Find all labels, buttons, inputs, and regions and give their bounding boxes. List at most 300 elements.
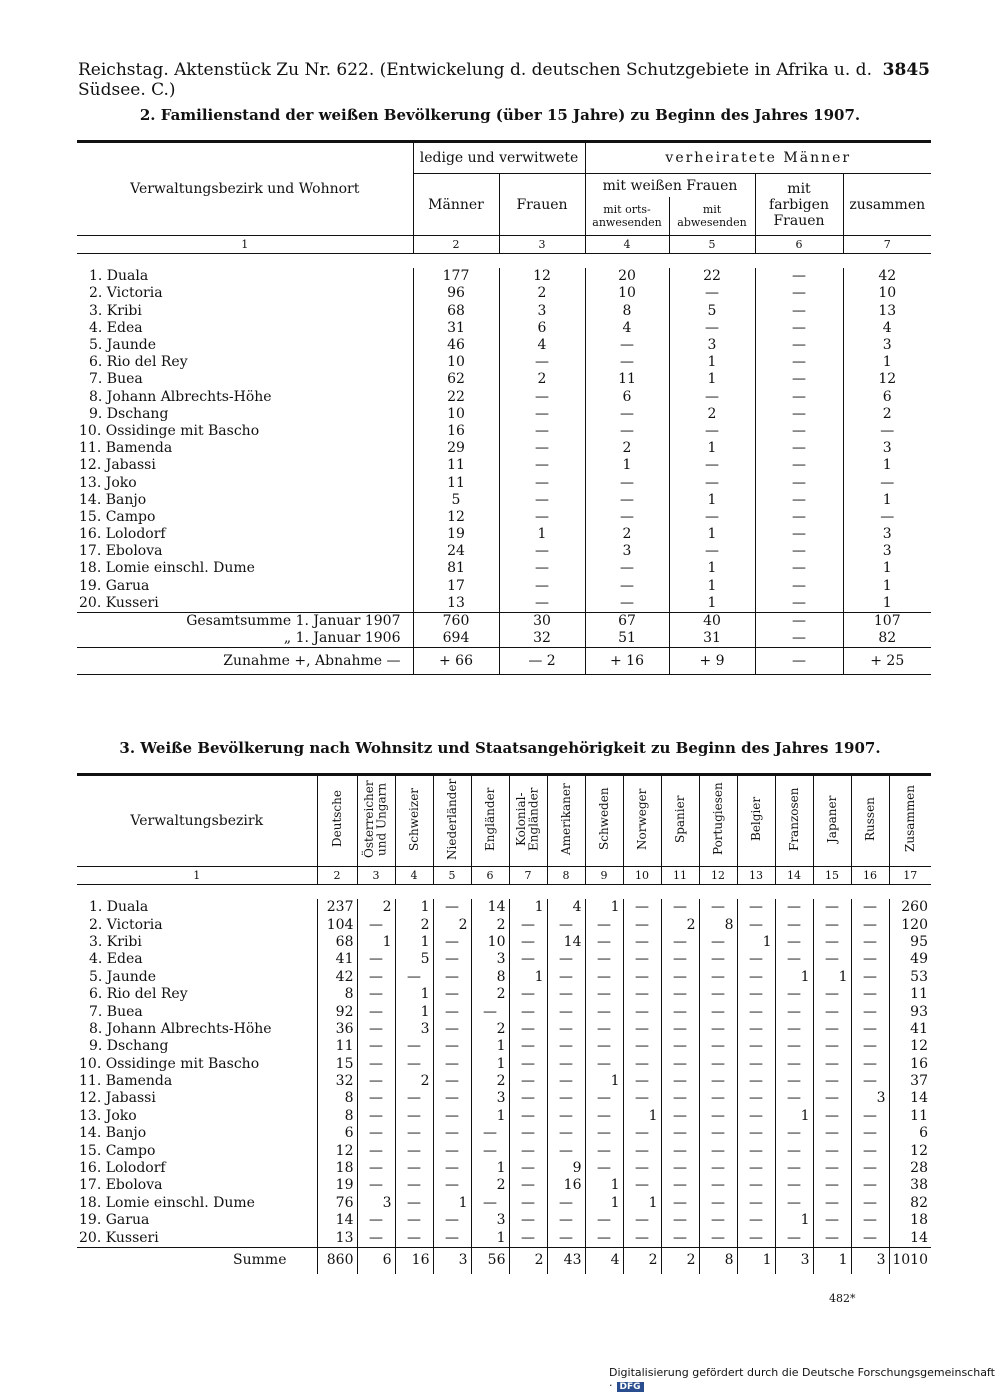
value-cell: — xyxy=(585,1021,623,1038)
district-name: 6. Rio del Rey xyxy=(89,986,188,1003)
value-cell: 16 xyxy=(395,1247,433,1274)
value-cell: — xyxy=(433,1073,471,1090)
value-cell: — xyxy=(585,354,669,371)
value-cell: — xyxy=(699,1160,737,1177)
value-cell: 2 xyxy=(623,1247,661,1274)
nationality-header xyxy=(737,775,775,867)
table-row xyxy=(77,492,931,509)
value-cell: — xyxy=(585,1229,623,1247)
district-name: 8. Johann Albrechts-Höhe xyxy=(89,1020,272,1037)
value-cell: — xyxy=(843,423,931,440)
value-cell: 8 xyxy=(317,986,357,1003)
value-cell: — xyxy=(585,969,623,986)
value-cell: — xyxy=(395,1108,433,1125)
value-cell: — xyxy=(737,969,775,986)
value-cell: — xyxy=(585,1090,623,1107)
h-total: zusammen xyxy=(843,174,931,236)
value-cell: 1 xyxy=(669,560,755,577)
district-label: 10. Ossidinge mit Bascho xyxy=(79,422,260,439)
value-cell: 14 xyxy=(471,899,509,916)
value-cell: — xyxy=(661,1177,699,1194)
value-cell: 2 xyxy=(471,1073,509,1090)
value-cell: — xyxy=(851,1125,889,1142)
value-cell: — xyxy=(357,1056,395,1073)
value-cell: — xyxy=(661,1108,699,1125)
value-cell: — xyxy=(499,406,585,423)
value-cell: 12 xyxy=(499,268,585,285)
nationality-table xyxy=(77,773,931,1274)
value-cell: — xyxy=(699,1195,737,1212)
value-cell: — xyxy=(813,1160,851,1177)
value-cell: — xyxy=(395,1038,433,1055)
value-cell: — xyxy=(851,986,889,1003)
value-cell: — xyxy=(623,969,661,986)
value-cell: 1 xyxy=(737,934,775,951)
value-cell: 1 xyxy=(585,1177,623,1194)
table-row xyxy=(77,1142,931,1159)
district-name: 14. Banjo xyxy=(79,1125,147,1142)
nationality-header xyxy=(395,775,433,867)
district-label: Gesamtsumme 1. Januar 1907 xyxy=(186,613,401,630)
value-cell: 1 xyxy=(585,899,623,916)
table-row xyxy=(77,526,931,543)
value-cell: 2 xyxy=(433,916,471,933)
value-cell: — xyxy=(547,1125,585,1142)
district-name: 11. Bamenda xyxy=(79,1073,173,1090)
value-cell: 14 xyxy=(889,1090,931,1107)
nationality-label: Franzosen xyxy=(786,787,801,851)
value-cell: — xyxy=(843,509,931,526)
value-cell: 1 xyxy=(471,1160,509,1177)
value-cell: — xyxy=(669,389,755,406)
district-name xyxy=(77,440,413,457)
value-cell: 14 xyxy=(317,1212,357,1229)
value-cell: 29 xyxy=(413,440,499,457)
value-cell: — xyxy=(851,899,889,916)
value-cell: — xyxy=(737,1038,775,1055)
value-cell: — xyxy=(585,406,669,423)
column-number: 1 xyxy=(77,236,413,254)
value-cell: — xyxy=(851,1108,889,1125)
value-cell: — xyxy=(813,1108,851,1125)
value-cell: — xyxy=(585,1125,623,1142)
value-cell: 1 xyxy=(669,371,755,388)
value-cell: — xyxy=(623,1125,661,1142)
value-cell: 1 xyxy=(843,354,931,371)
value-cell: — xyxy=(699,1021,737,1038)
table-row xyxy=(77,457,931,474)
nationality-label: Kolonial- Engländer xyxy=(514,787,541,851)
value-cell: 1 xyxy=(585,1073,623,1090)
district-name: 17. Ebolova xyxy=(79,1177,163,1194)
value-cell: 3 xyxy=(843,440,931,457)
value-cell: — xyxy=(813,934,851,951)
table-row xyxy=(77,474,931,491)
nationality-label: Engländer xyxy=(482,787,497,851)
value-cell: — xyxy=(509,934,547,951)
district-name xyxy=(77,268,413,285)
value-cell: — xyxy=(775,1056,813,1073)
value-cell: — xyxy=(395,1142,433,1159)
table-row xyxy=(77,934,931,951)
value-cell: 4 xyxy=(547,899,585,916)
value-cell: 46 xyxy=(413,337,499,354)
column-number: 12 xyxy=(699,867,737,885)
value-cell: — xyxy=(669,423,755,440)
nationality-label: Norweger xyxy=(634,788,649,850)
value-cell: 12 xyxy=(317,1142,357,1159)
table-row xyxy=(77,1247,931,1274)
table-row xyxy=(77,1108,931,1125)
value-cell: 1 xyxy=(813,969,851,986)
value-cell: 1 xyxy=(509,899,547,916)
column-number: 2 xyxy=(413,236,499,254)
table-row xyxy=(77,916,931,933)
value-cell: 3 xyxy=(843,337,931,354)
value-cell: — xyxy=(433,1177,471,1194)
value-cell: 17 xyxy=(413,578,499,595)
value-cell: — xyxy=(851,1142,889,1159)
value-cell: — xyxy=(755,595,843,613)
value-cell: 6 xyxy=(499,320,585,337)
value-cell: 1 xyxy=(623,1195,661,1212)
value-cell: — xyxy=(775,1003,813,1020)
value-cell: 1 xyxy=(669,354,755,371)
value-cell: 12 xyxy=(843,371,931,388)
value-cell: 13 xyxy=(843,303,931,320)
column-number: 6 xyxy=(755,236,843,254)
value-cell: — xyxy=(509,1056,547,1073)
column-number: 4 xyxy=(585,236,669,254)
value-cell: — xyxy=(755,337,843,354)
district-name xyxy=(77,406,413,423)
value-cell: 32 xyxy=(499,630,585,648)
district-label: 8. Johann Albrechts-Höhe xyxy=(89,388,272,405)
value-cell: 1 xyxy=(813,1247,851,1274)
value-cell: — xyxy=(755,578,843,595)
value-cell: — xyxy=(661,1038,699,1055)
value-cell: + 9 xyxy=(669,648,755,675)
value-cell: — xyxy=(813,1142,851,1159)
value-cell: 16 xyxy=(547,1177,585,1194)
value-cell: — xyxy=(499,354,585,371)
value-cell: 28 xyxy=(889,1160,931,1177)
value-cell: — xyxy=(755,406,843,423)
value-cell: 1 xyxy=(585,457,669,474)
dfg-logo: DFG xyxy=(617,1382,644,1392)
value-cell: 37 xyxy=(889,1073,931,1090)
value-cell: 41 xyxy=(317,951,357,968)
column-number: 3 xyxy=(499,236,585,254)
column-number: 4 xyxy=(395,867,433,885)
value-cell: 5 xyxy=(669,303,755,320)
nationality-header xyxy=(317,775,357,867)
value-cell: — xyxy=(623,1056,661,1073)
value-cell: — xyxy=(851,1195,889,1212)
value-cell: 18 xyxy=(317,1160,357,1177)
value-cell: 177 xyxy=(413,268,499,285)
value-cell: — xyxy=(547,1195,585,1212)
value-cell: — xyxy=(585,337,669,354)
value-cell: — xyxy=(623,1038,661,1055)
value-cell: 40 xyxy=(669,612,755,630)
value-cell: 1 xyxy=(737,1247,775,1274)
value-cell: 14 xyxy=(547,934,585,951)
value-cell: — xyxy=(661,986,699,1003)
value-cell: 2 xyxy=(395,1073,433,1090)
value-cell: 6 xyxy=(889,1125,931,1142)
value-cell: 1 xyxy=(395,934,433,951)
column-number: 2 xyxy=(317,867,357,885)
district-name xyxy=(77,389,413,406)
value-cell: — xyxy=(669,509,755,526)
value-cell: — xyxy=(737,1160,775,1177)
value-cell: 49 xyxy=(889,951,931,968)
value-cell: — xyxy=(623,1160,661,1177)
value-cell: 1 xyxy=(843,457,931,474)
value-cell: — xyxy=(357,969,395,986)
value-cell: 81 xyxy=(413,560,499,577)
col-label: Verwaltungsbezirk und Wohnort xyxy=(77,142,413,236)
value-cell: 2 xyxy=(661,916,699,933)
value-cell: 120 xyxy=(889,916,931,933)
table-row xyxy=(77,630,931,648)
value-cell: — xyxy=(547,1212,585,1229)
value-cell: + 66 xyxy=(413,648,499,675)
value-cell: — xyxy=(699,1090,737,1107)
value-cell: — xyxy=(547,1229,585,1247)
value-cell: — xyxy=(775,1038,813,1055)
district-label: 1. Duala xyxy=(89,268,149,285)
value-cell: — xyxy=(395,1177,433,1194)
running-title: Reichstag. Aktenstück Zu Nr. 622. (Entwickelung d. deutschen Schutzgebiete in Afrika u. d. Südsee. C.) xyxy=(78,60,872,100)
value-cell: 237 xyxy=(317,899,357,916)
value-cell: — xyxy=(509,1142,547,1159)
value-cell: — xyxy=(775,899,813,916)
value-cell: — xyxy=(737,1056,775,1073)
district-name xyxy=(77,595,413,613)
value-cell: — xyxy=(623,1021,661,1038)
value-cell: — xyxy=(623,1090,661,1107)
value-cell: 53 xyxy=(889,969,931,986)
value-cell: — xyxy=(585,560,669,577)
value-cell: 1 xyxy=(471,1108,509,1125)
value-cell: 1 xyxy=(669,578,755,595)
value-cell: — xyxy=(509,1108,547,1125)
district-name xyxy=(77,560,413,577)
value-cell: — xyxy=(813,1003,851,1020)
value-cell: 1 xyxy=(843,492,931,509)
district-name xyxy=(77,543,413,560)
district-name: 2. Victoria xyxy=(89,916,163,933)
table-row xyxy=(77,440,931,457)
value-cell: — xyxy=(623,934,661,951)
column-number: 3 xyxy=(357,867,395,885)
value-cell: 2 xyxy=(585,440,669,457)
value-cell: — xyxy=(755,560,843,577)
value-cell: — xyxy=(585,934,623,951)
value-cell: 96 xyxy=(413,285,499,302)
table-row xyxy=(77,423,931,440)
value-cell: — xyxy=(775,1195,813,1212)
value-cell: 1 xyxy=(499,526,585,543)
value-cell: — xyxy=(623,1003,661,1020)
value-cell: 1 xyxy=(623,1108,661,1125)
table2-title: 2. Familienstand der weißen Bevölkerung (über 15 Jahre) zu Beginn des Jahres 1907. xyxy=(139,106,861,124)
value-cell: 19 xyxy=(317,1177,357,1194)
nationality-label: Deutsche xyxy=(329,790,344,848)
value-cell: 6 xyxy=(843,389,931,406)
value-cell: — xyxy=(395,1212,433,1229)
value-cell: 2 xyxy=(395,916,433,933)
nationality-label: Japaner xyxy=(824,795,839,843)
value-cell: — xyxy=(851,1212,889,1229)
value-cell: — xyxy=(661,934,699,951)
value-cell: — xyxy=(499,457,585,474)
value-cell: — xyxy=(669,474,755,491)
value-cell: — xyxy=(509,1125,547,1142)
value-cell: — xyxy=(509,1073,547,1090)
value-cell: — xyxy=(509,986,547,1003)
column-number: 6 xyxy=(471,867,509,885)
value-cell: 19 xyxy=(413,526,499,543)
value-cell: 3 xyxy=(851,1247,889,1274)
value-cell: — xyxy=(813,1021,851,1038)
value-cell: 95 xyxy=(889,934,931,951)
value-cell: 1 xyxy=(669,595,755,613)
value-cell: — xyxy=(585,1003,623,1020)
value-cell: 4 xyxy=(843,320,931,337)
value-cell: 11 xyxy=(889,986,931,1003)
table-row xyxy=(77,969,931,986)
value-cell: — xyxy=(699,1142,737,1159)
value-cell: — xyxy=(699,1212,737,1229)
value-cell: — xyxy=(813,1125,851,1142)
value-cell: 8 xyxy=(699,916,737,933)
value-cell: 3 xyxy=(471,1090,509,1107)
district-label: „ 1. Januar 1906 xyxy=(283,630,401,647)
district-label: 13. Joko xyxy=(79,474,137,491)
table-row xyxy=(77,268,931,285)
value-cell: — xyxy=(433,986,471,1003)
value-cell: 11 xyxy=(889,1108,931,1125)
value-cell: — xyxy=(433,1021,471,1038)
value-cell: — xyxy=(813,986,851,1003)
value-cell: 3 xyxy=(669,337,755,354)
value-cell: — xyxy=(499,389,585,406)
column-number: 14 xyxy=(775,867,813,885)
value-cell: — xyxy=(499,492,585,509)
value-cell: 67 xyxy=(585,612,669,630)
column-number: 5 xyxy=(433,867,471,885)
value-cell: — xyxy=(699,986,737,1003)
district-name: 19. Garua xyxy=(79,1212,150,1229)
table-row xyxy=(77,1125,931,1142)
district-name: 5. Jaunde xyxy=(89,968,157,985)
value-cell: — xyxy=(737,1090,775,1107)
h-absent: mit abwesenden xyxy=(669,197,755,236)
value-cell: — xyxy=(775,934,813,951)
value-cell: — xyxy=(623,1229,661,1247)
value-cell: 32 xyxy=(317,1073,357,1090)
value-cell: 68 xyxy=(413,303,499,320)
nationality-header xyxy=(471,775,509,867)
nationality-label: Zusammen xyxy=(902,785,917,853)
value-cell: — xyxy=(737,1108,775,1125)
table-row xyxy=(77,1003,931,1020)
district-name xyxy=(77,354,413,371)
marital-status-table xyxy=(77,140,931,675)
value-cell: — xyxy=(661,1229,699,1247)
nationality-header xyxy=(623,775,661,867)
value-cell: — xyxy=(623,899,661,916)
district-name: 1. Duala xyxy=(89,899,149,916)
value-cell: — xyxy=(547,1038,585,1055)
value-cell: 694 xyxy=(413,630,499,648)
value-cell: 1 xyxy=(669,492,755,509)
value-cell: 3 xyxy=(851,1090,889,1107)
district-name xyxy=(77,285,413,302)
value-cell: — xyxy=(661,1056,699,1073)
value-cell: — xyxy=(851,1056,889,1073)
value-cell: — xyxy=(395,1125,433,1142)
value-cell: — xyxy=(357,1003,395,1020)
value-cell: — xyxy=(843,474,931,491)
value-cell: 36 xyxy=(317,1021,357,1038)
value-cell: — xyxy=(737,951,775,968)
value-cell: 1010 xyxy=(889,1247,931,1274)
value-cell: 12 xyxy=(889,1142,931,1159)
value-cell: 2 xyxy=(661,1247,699,1274)
value-cell: — xyxy=(755,440,843,457)
value-cell: 3 xyxy=(471,951,509,968)
value-cell: — xyxy=(755,457,843,474)
value-cell: 14 xyxy=(889,1229,931,1247)
value-cell: — xyxy=(585,492,669,509)
district-label: 4. Edea xyxy=(89,319,143,336)
value-cell: 3 xyxy=(843,526,931,543)
table-row xyxy=(77,1212,931,1229)
value-cell: — xyxy=(499,578,585,595)
value-cell: — xyxy=(433,1229,471,1247)
table-row xyxy=(77,899,931,916)
nationality-label: Schweizer xyxy=(406,787,421,851)
table3-title: 3. Weiße Bevölkerung nach Wohnsitz und Staatsangehörigkeit zu Beginn des Jahres 1907. xyxy=(119,739,881,757)
value-cell: — xyxy=(585,1108,623,1125)
value-cell: — xyxy=(755,371,843,388)
value-cell: — xyxy=(699,951,737,968)
district-name xyxy=(77,320,413,337)
value-cell: — xyxy=(547,1021,585,1038)
value-cell: — xyxy=(357,1073,395,1090)
value-cell: — xyxy=(433,1108,471,1125)
h-men: Männer xyxy=(413,174,499,236)
value-cell: 260 xyxy=(889,899,931,916)
value-cell: 10 xyxy=(471,934,509,951)
value-cell: — xyxy=(433,1038,471,1055)
value-cell: 2 xyxy=(471,1177,509,1194)
value-cell: — xyxy=(499,543,585,560)
district-name: 4. Edea xyxy=(89,951,143,968)
table-row xyxy=(77,303,931,320)
value-cell: — xyxy=(813,1212,851,1229)
value-cell: 2 xyxy=(585,526,669,543)
district-label: 16. Lolodorf xyxy=(79,526,166,543)
value-cell: — xyxy=(661,951,699,968)
value-cell: 3 xyxy=(357,1195,395,1212)
h-women: Frauen xyxy=(499,174,585,236)
value-cell: — xyxy=(813,916,851,933)
